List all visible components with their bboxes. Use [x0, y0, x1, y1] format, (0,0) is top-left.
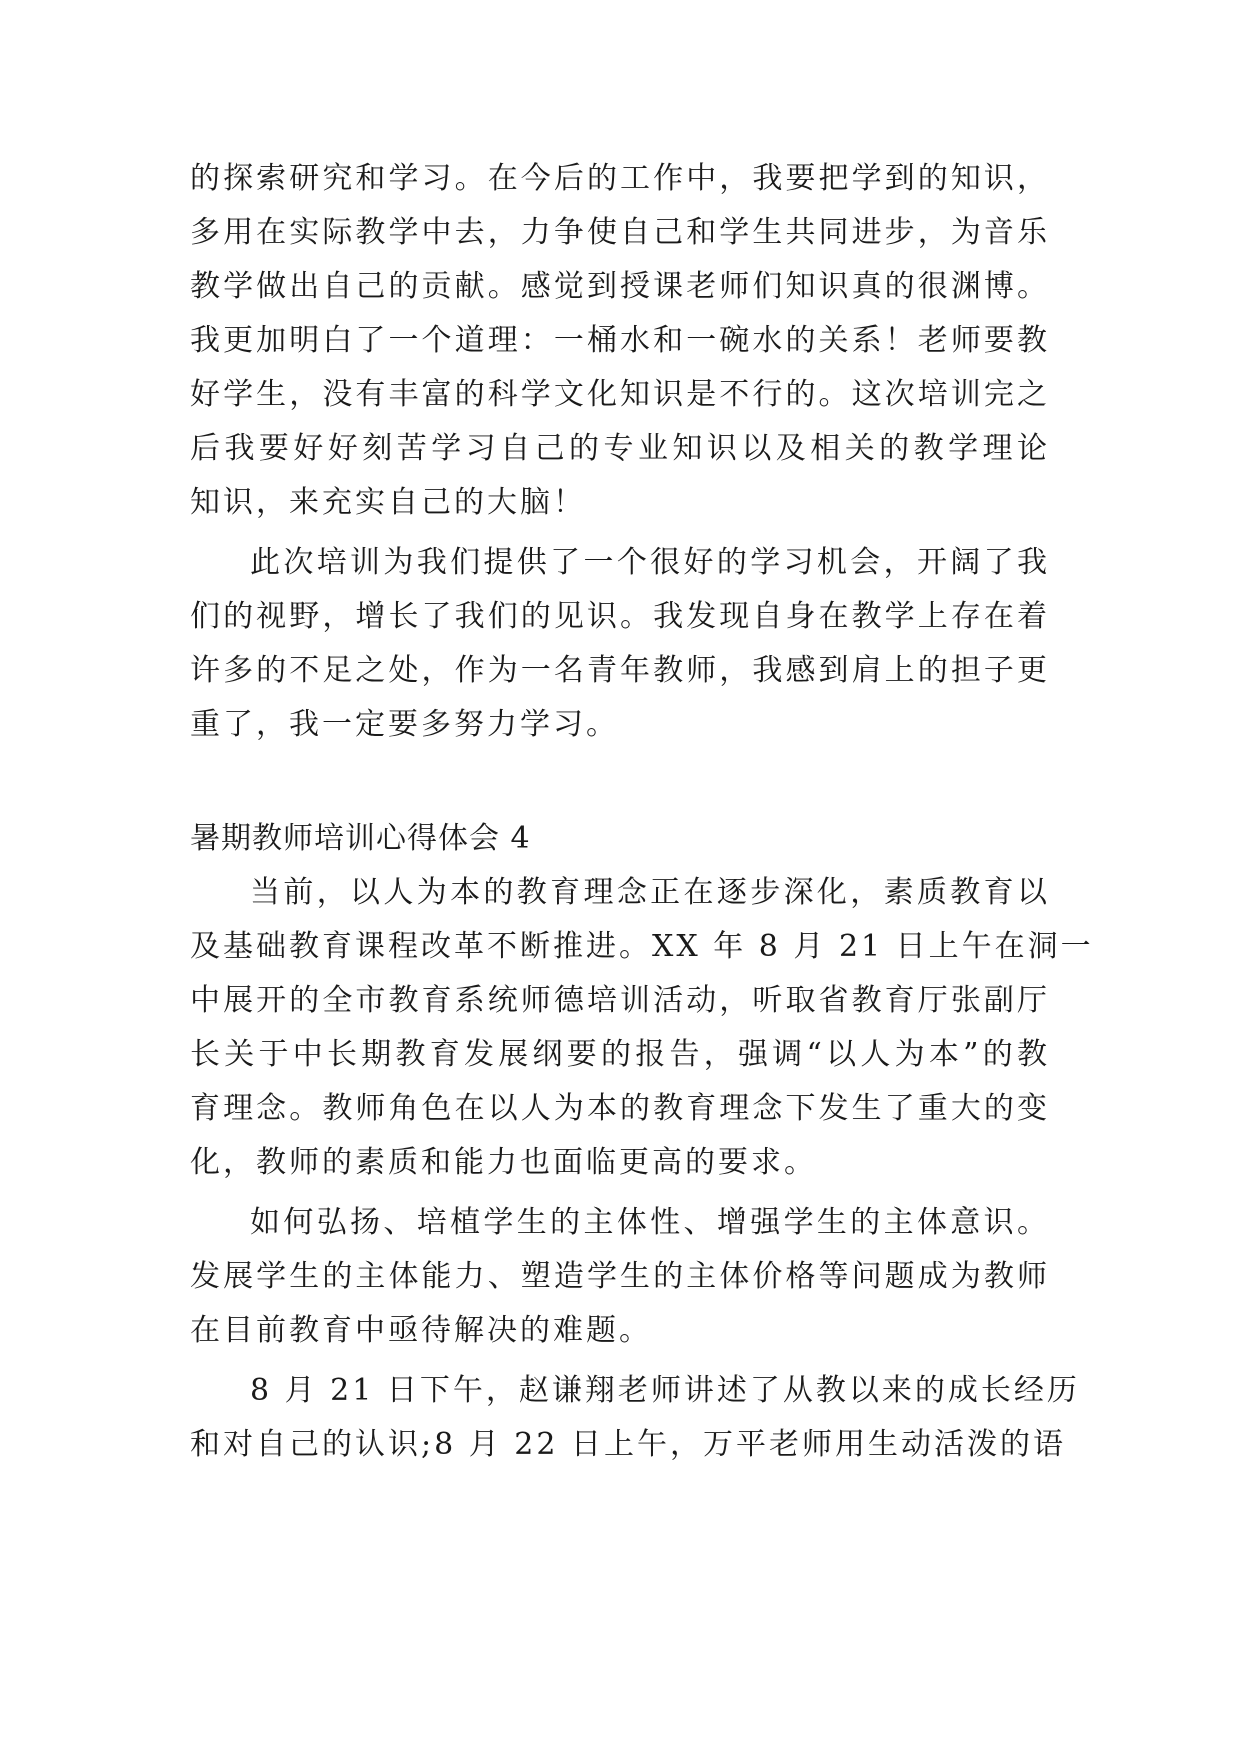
text-line: 好学生，没有丰富的科学文化知识是不行的。这次培训完之 — [190, 377, 1050, 412]
text-line: 发展学生的主体能力、塑造学生的主体价格等问题成为教师 — [190, 1259, 1050, 1294]
text-line: 知识，来充实自己的大脑！ — [190, 485, 586, 520]
section-gap — [190, 752, 1050, 812]
text-line: 及基础教育课程改革不断推进。XX 年 8 月 21 日上午在洞一 — [190, 929, 1094, 964]
paragraph — [190, 866, 1094, 1190]
text-line: 教学做出自己的贡献。感觉到授课老师们知识真的很渊博。 — [190, 269, 1050, 304]
paragraph — [190, 1364, 1080, 1472]
text-line: 后我要好好刻苦学习自己的专业知识以及相关的教学理论 — [190, 431, 1050, 466]
text-line: 8 月 21 日下午，赵谦翔老师讲述了从教以来的成长经历 — [250, 1373, 1080, 1408]
text-line: 们的视野，增长了我们的见识。我发现自身在教学上存在着 — [190, 599, 1050, 634]
text-line: 许多的不足之处，作为一名青年教师，我感到肩上的担子更 — [190, 653, 1050, 688]
text-line: 重了，我一定要多努力学习。 — [190, 707, 619, 742]
text-line: 此次培训为我们提供了一个很好的学习机会，开阔了我 — [250, 545, 1050, 580]
paragraph — [190, 152, 1050, 530]
document-body — [190, 152, 1094, 1472]
section-title: 暑期教师培训心得体会 4 — [190, 821, 531, 856]
text-line: 中展开的全市教育系统师德培训活动，听取省教育厅张副厅 — [190, 983, 1050, 1018]
paragraph — [190, 1196, 1050, 1358]
text-line: 育理念。教师角色在以人为本的教育理念下发生了重大的变 — [190, 1091, 1050, 1126]
text-line: 多用在实际教学中去，力争使自己和学生共同进步，为音乐 — [190, 215, 1050, 250]
text-line: 化，教师的素质和能力也面临更高的要求。 — [190, 1145, 817, 1180]
text-line: 在目前教育中亟待解决的难题。 — [190, 1313, 652, 1348]
text-line: 当前，以人为本的教育理念正在逐步深化，素质教育以 — [250, 875, 1050, 910]
text-line: 我更加明白了一个道理：一桶水和一碗水的关系！老师要教 — [190, 323, 1050, 358]
text-line: 和对自己的认识;8 月 22 日上午，万平老师用生动活泼的语 — [190, 1427, 1066, 1462]
text-line: 的探索研究和学习。在今后的工作中，我要把学到的知识， — [190, 161, 1050, 196]
text-line: 如何弘扬、培植学生的主体性、增强学生的主体意识。 — [250, 1205, 1050, 1240]
text-line: 长关于中长期教育发展纲要的报告，强调“以人为本”的教 — [190, 1037, 1050, 1072]
paragraph — [190, 536, 1050, 752]
